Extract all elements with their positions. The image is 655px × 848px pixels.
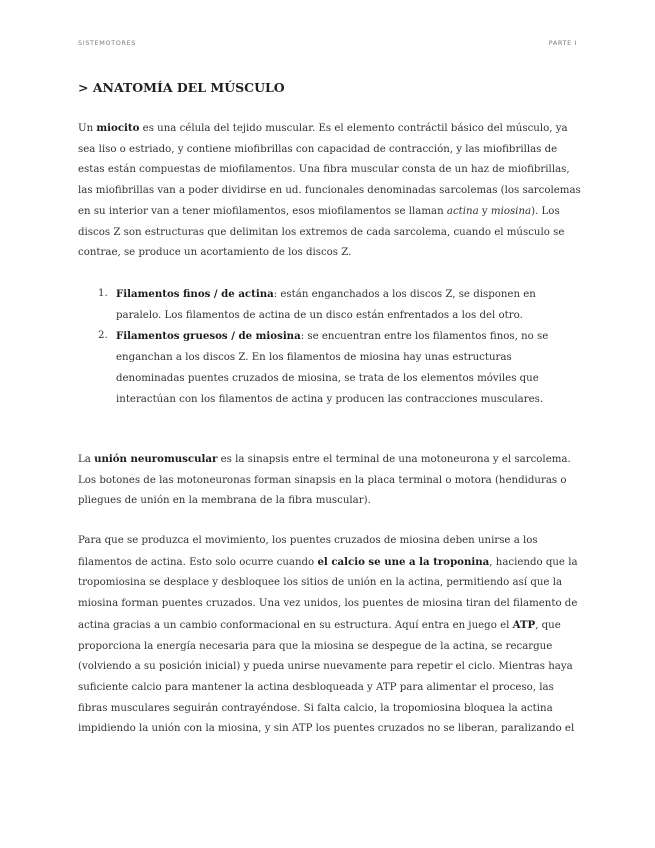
paragraph-union-neuromuscular: La unión neuromuscular es la sinapsis entre el terminal de una motoneurona y el sarcolema. Los botones de las motoneuronas forman sinapsis en la placa terminal o motora (hendiduras o pliegues de unión en la membrana de la fibra muscular). bbox=[78, 453, 571, 507]
filament-list bbox=[78, 284, 583, 410]
header-right: PARTE I bbox=[548, 39, 577, 47]
list-text: : están enganchados a los discos Z, se disponen en paralelo. Los filamentos de actina de un disco están enfrentados a los del otro. bbox=[116, 289, 536, 321]
term-calcio-troponina: el calcio se une a la troponina bbox=[317, 555, 490, 568]
term-miosina: miosina bbox=[490, 205, 532, 217]
running-header bbox=[78, 39, 577, 47]
term-atp: ATP bbox=[512, 618, 536, 631]
list-text: : se encuentran entre los filamentos finos, no se enganchan a los discos Z. En los filamentos de miosina hay unas estructuras denominadas puentes cruzados de miosina, se trata de los elementos móviles que interactúan con los filamentos de actina y producen las contracciones musculares. bbox=[116, 331, 549, 405]
header-left: SISTEMOTORES bbox=[78, 39, 137, 47]
list-term: Filamentos gruesos / de miosina bbox=[116, 330, 301, 343]
term-actina: actina bbox=[446, 205, 479, 217]
list-number: 2. bbox=[98, 330, 108, 342]
list-item bbox=[78, 284, 583, 326]
section-title: > ANATOMÍA DEL MÚSCULO bbox=[78, 80, 285, 95]
list-item bbox=[78, 326, 583, 410]
list-number: 1. bbox=[98, 288, 108, 299]
paragraph-contraccion: Para que se produzca el movimiento, los puentes cruzados de miosina deben unirse a los filamentos de actina. Esto solo ocurre cuando el calcio se une a la troponina, haciendo que la tropomiosina se desplace y desbloquee los sitios de unión en la actina, permitiendo así que la miosina forman puentes cruzados. Una vez unidos, los puentes de miosina tiran del filamento de actina gracias a un cambio conformacional en su estructura. Aquí entra en juego el ATP, que proporciona la energía necesaria para que la miosina se despegue de la actina, se recargue (volviendo a su posición inicial) y pueda unirse nuevamente para repetir el ciclo. Mientras haya suficiente calcio para mantener la actina desbloqueada y ATP para alimentar el proceso, las fibras musculares seguirán contrayéndose. Si falta calcio, la tropomiosina bloquea la actina impidiendo la unión con la miosina, y sin ATP los puentes cruzados no se liberan, paralizando el bbox=[78, 535, 578, 735]
term-miocito: miocito bbox=[96, 122, 140, 134]
list-term: Filamentos finos / de actina bbox=[116, 288, 274, 300]
term-union-neuromuscular: unión neuromuscular bbox=[94, 453, 218, 465]
paragraph-miocito: Un miocito es una célula del tejido muscular. Es el elemento contráctil básico del músculo, ya sea liso o estriado, y contiene miofibrillas con capacidad de contracción, y las miofibrillas de estas están compuestas de miofilamentos. Una fibra muscular consta de un haz de miofibrillas, las miofibrillas van a poder dividirse en ud. funcionales denominadas sarcolemas (los sarcolemas en su interior van a tener miofilamentos, esos miofilamentos se llaman actina y miosina). Los discos Z son estructuras que delimitan los extremos de cada sarcolema, cuando el músculo se contrae, se produce un acortamiento de los discos Z. bbox=[78, 122, 581, 259]
